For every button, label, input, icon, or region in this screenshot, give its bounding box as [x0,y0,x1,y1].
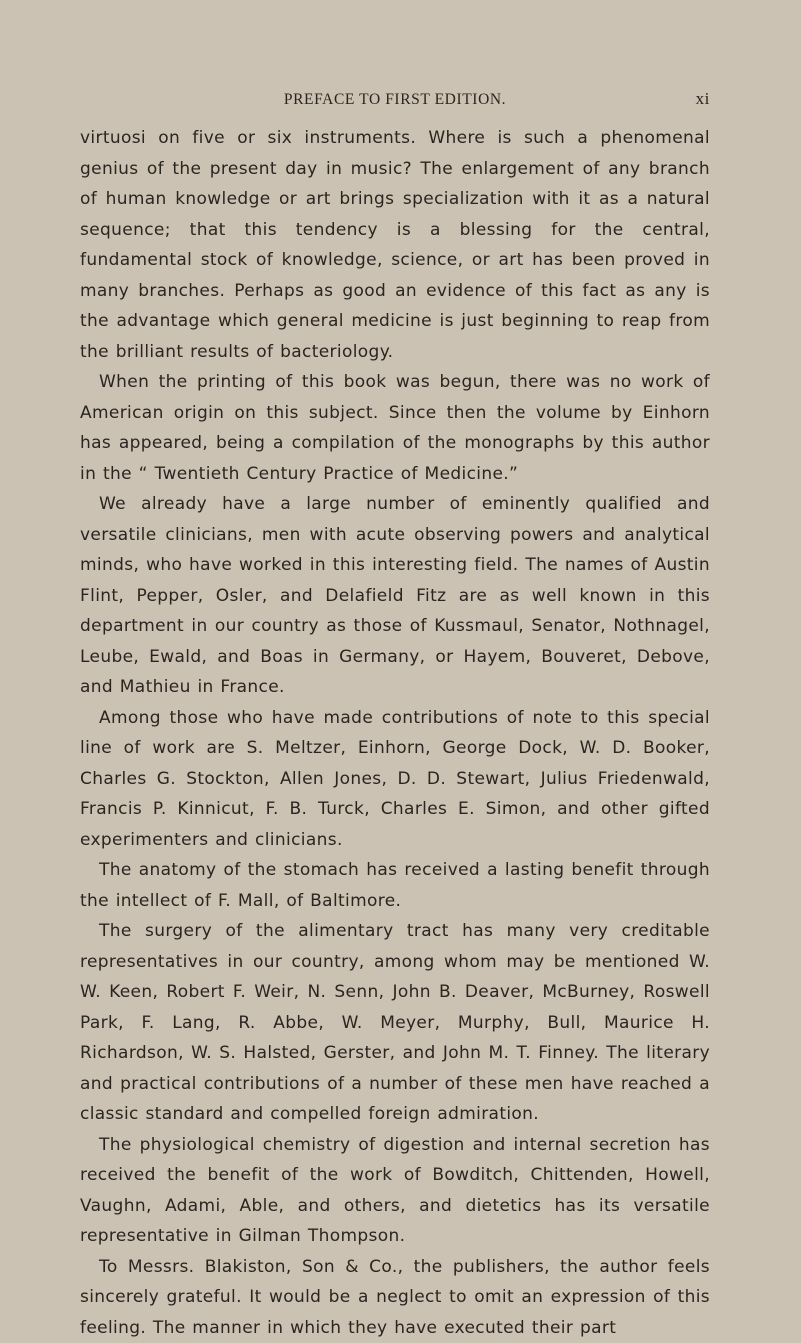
paragraph: The surgery of the alimentary tract has many very creditable representatives in our country, among whom may be mentioned W. W. Keen, Robert F. Weir, N. Senn, John B. Deaver, McBurney, Roswell Park, F. Lang, R. Abbe, W. Meyer, Murphy, Bull, Maurice H. Richardson, W. S. Halsted, Gerster, and John M. T. Finney. The literary and practical contributions of a number of these men have reached a classic standard and compelled foreign admiration. [80,916,710,1130]
paragraph: The anatomy of the stomach has received a lasting benefit through the intellect of F. Mall, of Baltimore. [80,855,710,916]
paragraph: Among those who have made contributions of note to this special line of work are S. Meltzer, Einhorn, George Dock, W. D. Booker, Charles G. Stockton, Allen Jones, D. D. Stewart, Julius Friedenwald, Francis P. Kinnicut, F. B. Turck, Charles E. Simon, and other gifted experimenters and clinicians. [80,703,710,856]
page-number: xi [696,89,710,109]
paragraph: When the printing of this book was begun, there was no work of American origin on this subject. Since then the volume by Einhorn has appeared, being a compilation of the monographs by this author in the “ Twentieth Century Practice of Medicine.” [80,367,710,489]
body-text [80,123,710,1343]
paragraph: virtuosi on five or six instruments. Where is such a phenomenal genius of the present day in music? The enlargement of any branch of human knowledge or art brings specialization with it as a natural sequence; that this tendency is a blessing for the central, fundamental stock of knowledge, science, or art has been proved in many branches. Perhaps as good an evidence of this fact as any is the advantage which general medicine is just beginning to reap from the brilliant results of bacteriology. [80,123,710,367]
paragraph: The physiological chemistry of digestion and internal secretion has received the benefit of the work of Bowditch, Chittenden, Howell, Vaughn, Adami, Able, and others, and dietetics has its versatile representative in Gilman Thompson. [80,1130,710,1252]
running-head [80,91,710,111]
running-head-title: PREFACE TO FIRST EDITION. [80,91,710,109]
paragraph: To Messrs. Blakiston, Son & Co., the publishers, the author feels sincerely grateful. It would be a neglect to omit an expression of this feeling. The manner in which they have executed their part [80,1252,710,1343]
paragraph: We already have a large number of eminently qualified and versatile clinicians, men with acute observing powers and analytical minds, who have worked in this interesting field. The names of Austin Flint, Pepper, Osler, and Delafield Fitz are as well known in this department in our country as those of Kussmaul, Senator, Nothnagel, Leube, Ewald, and Boas in Germany, or Hayem, Bouveret, Debove, and Mathieu in France. [80,489,710,703]
